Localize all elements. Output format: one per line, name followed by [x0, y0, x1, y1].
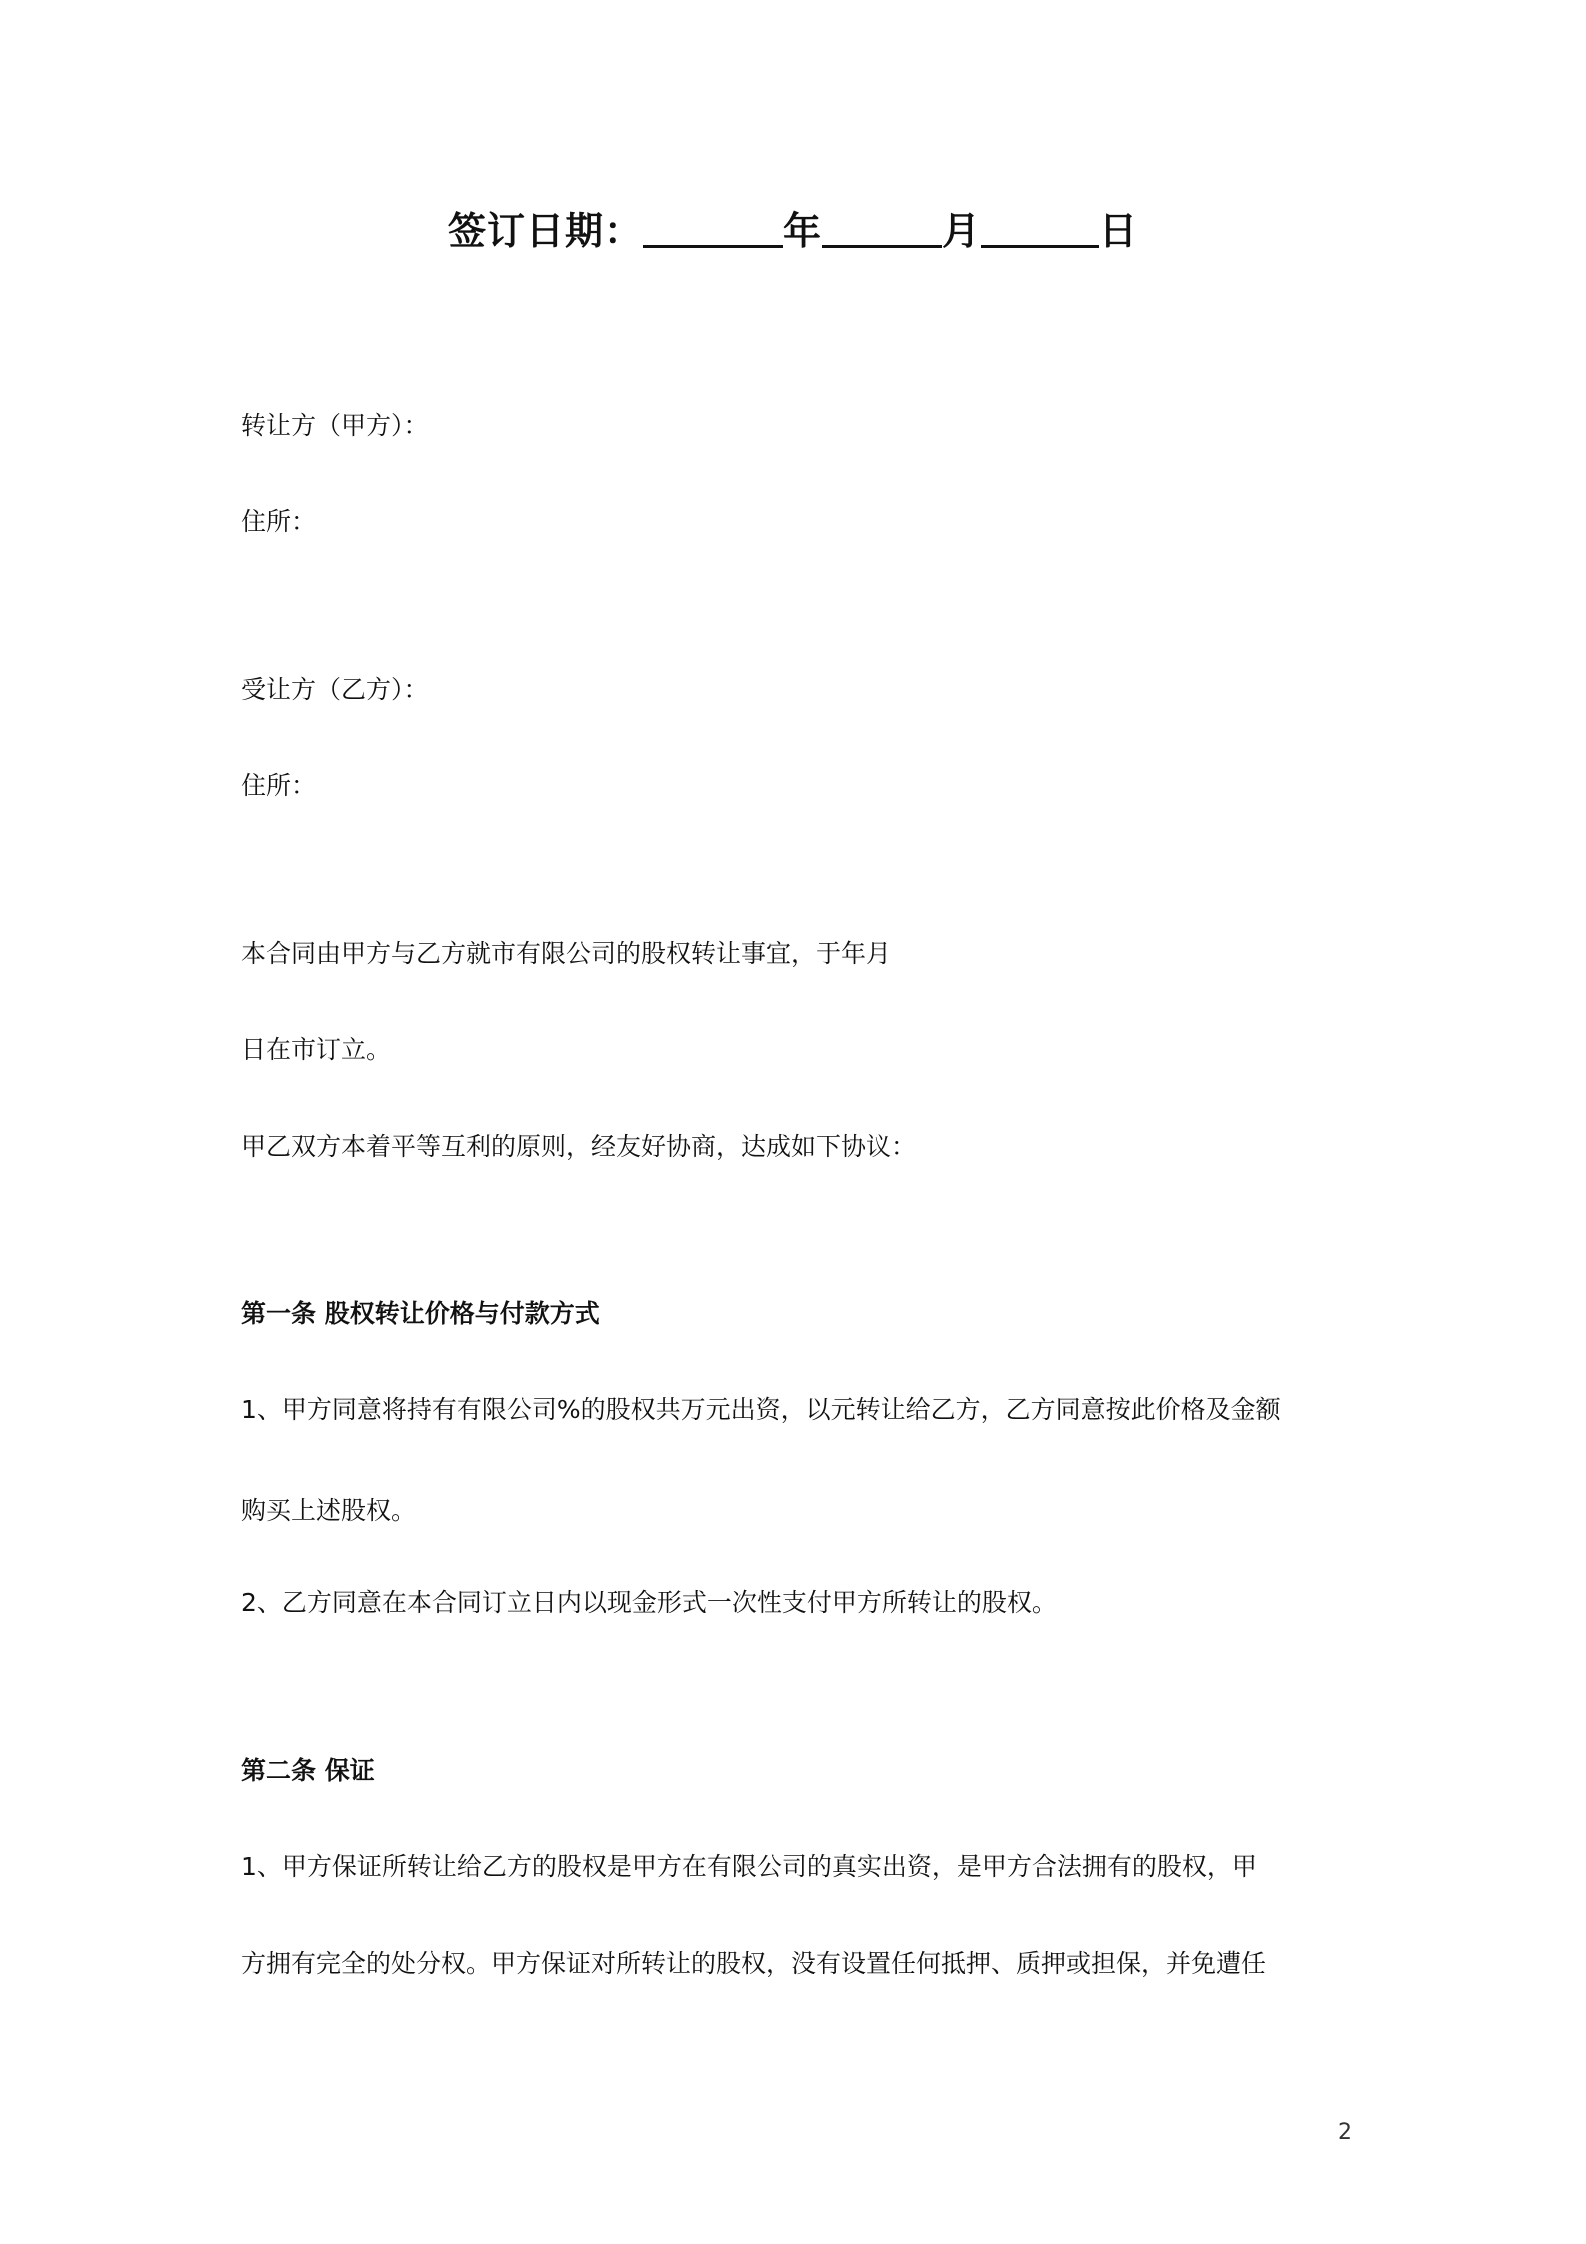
transferor-address: 住所： — [241, 507, 317, 536]
article-1-para-2: 2、乙方同意在本合同订立日内以现金形式一次性支付甲方所转让的股权。 — [241, 1588, 1057, 1617]
signing-date-label: 签订日期： — [447, 209, 643, 253]
year-label: 年 — [782, 209, 822, 253]
day-label: 日 — [1099, 209, 1139, 253]
day-blank — [981, 211, 1099, 248]
article-1-heading: 第一条 股权转让价格与付款方式 — [241, 1299, 600, 1328]
preamble-line-1: 本合同由甲方与乙方就市有限公司的股权转让事宜，于年月 — [241, 939, 892, 968]
article-1-para-1-line-1: 1、甲方同意将持有有限公司%的股权共万元出资，以元转让给乙方，乙方同意按此价格及金额 — [241, 1395, 1281, 1424]
transferor-label: 转让方（甲方）： — [241, 411, 429, 440]
signing-date-title — [0, 200, 1586, 255]
preamble-line-2: 日在市订立。 — [241, 1035, 392, 1064]
article-2-para-1-line-2: 方拥有完全的处分权。甲方保证对所转让的股权，没有设置任何抵押、质押或担保，并免遭任 — [241, 1949, 1267, 1978]
transferee-address: 住所： — [241, 771, 317, 800]
article-2-heading: 第二条 保证 — [241, 1756, 375, 1785]
month-label: 月 — [942, 209, 982, 253]
article-2-para-1-line-1: 1、甲方保证所转让给乙方的股权是甲方在有限公司的真实出资，是甲方合法拥有的股权，甲 — [241, 1852, 1257, 1881]
article-1-para-1-line-2: 购买上述股权。 — [241, 1496, 417, 1525]
month-blank — [822, 211, 942, 248]
page-number: 2 — [1338, 2120, 1352, 2145]
transferee-label: 受让方（乙方）： — [241, 675, 429, 704]
preamble-line-3: 甲乙双方本着平等互利的原则，经友好协商，达成如下协议： — [241, 1132, 917, 1161]
year-blank — [643, 211, 783, 248]
